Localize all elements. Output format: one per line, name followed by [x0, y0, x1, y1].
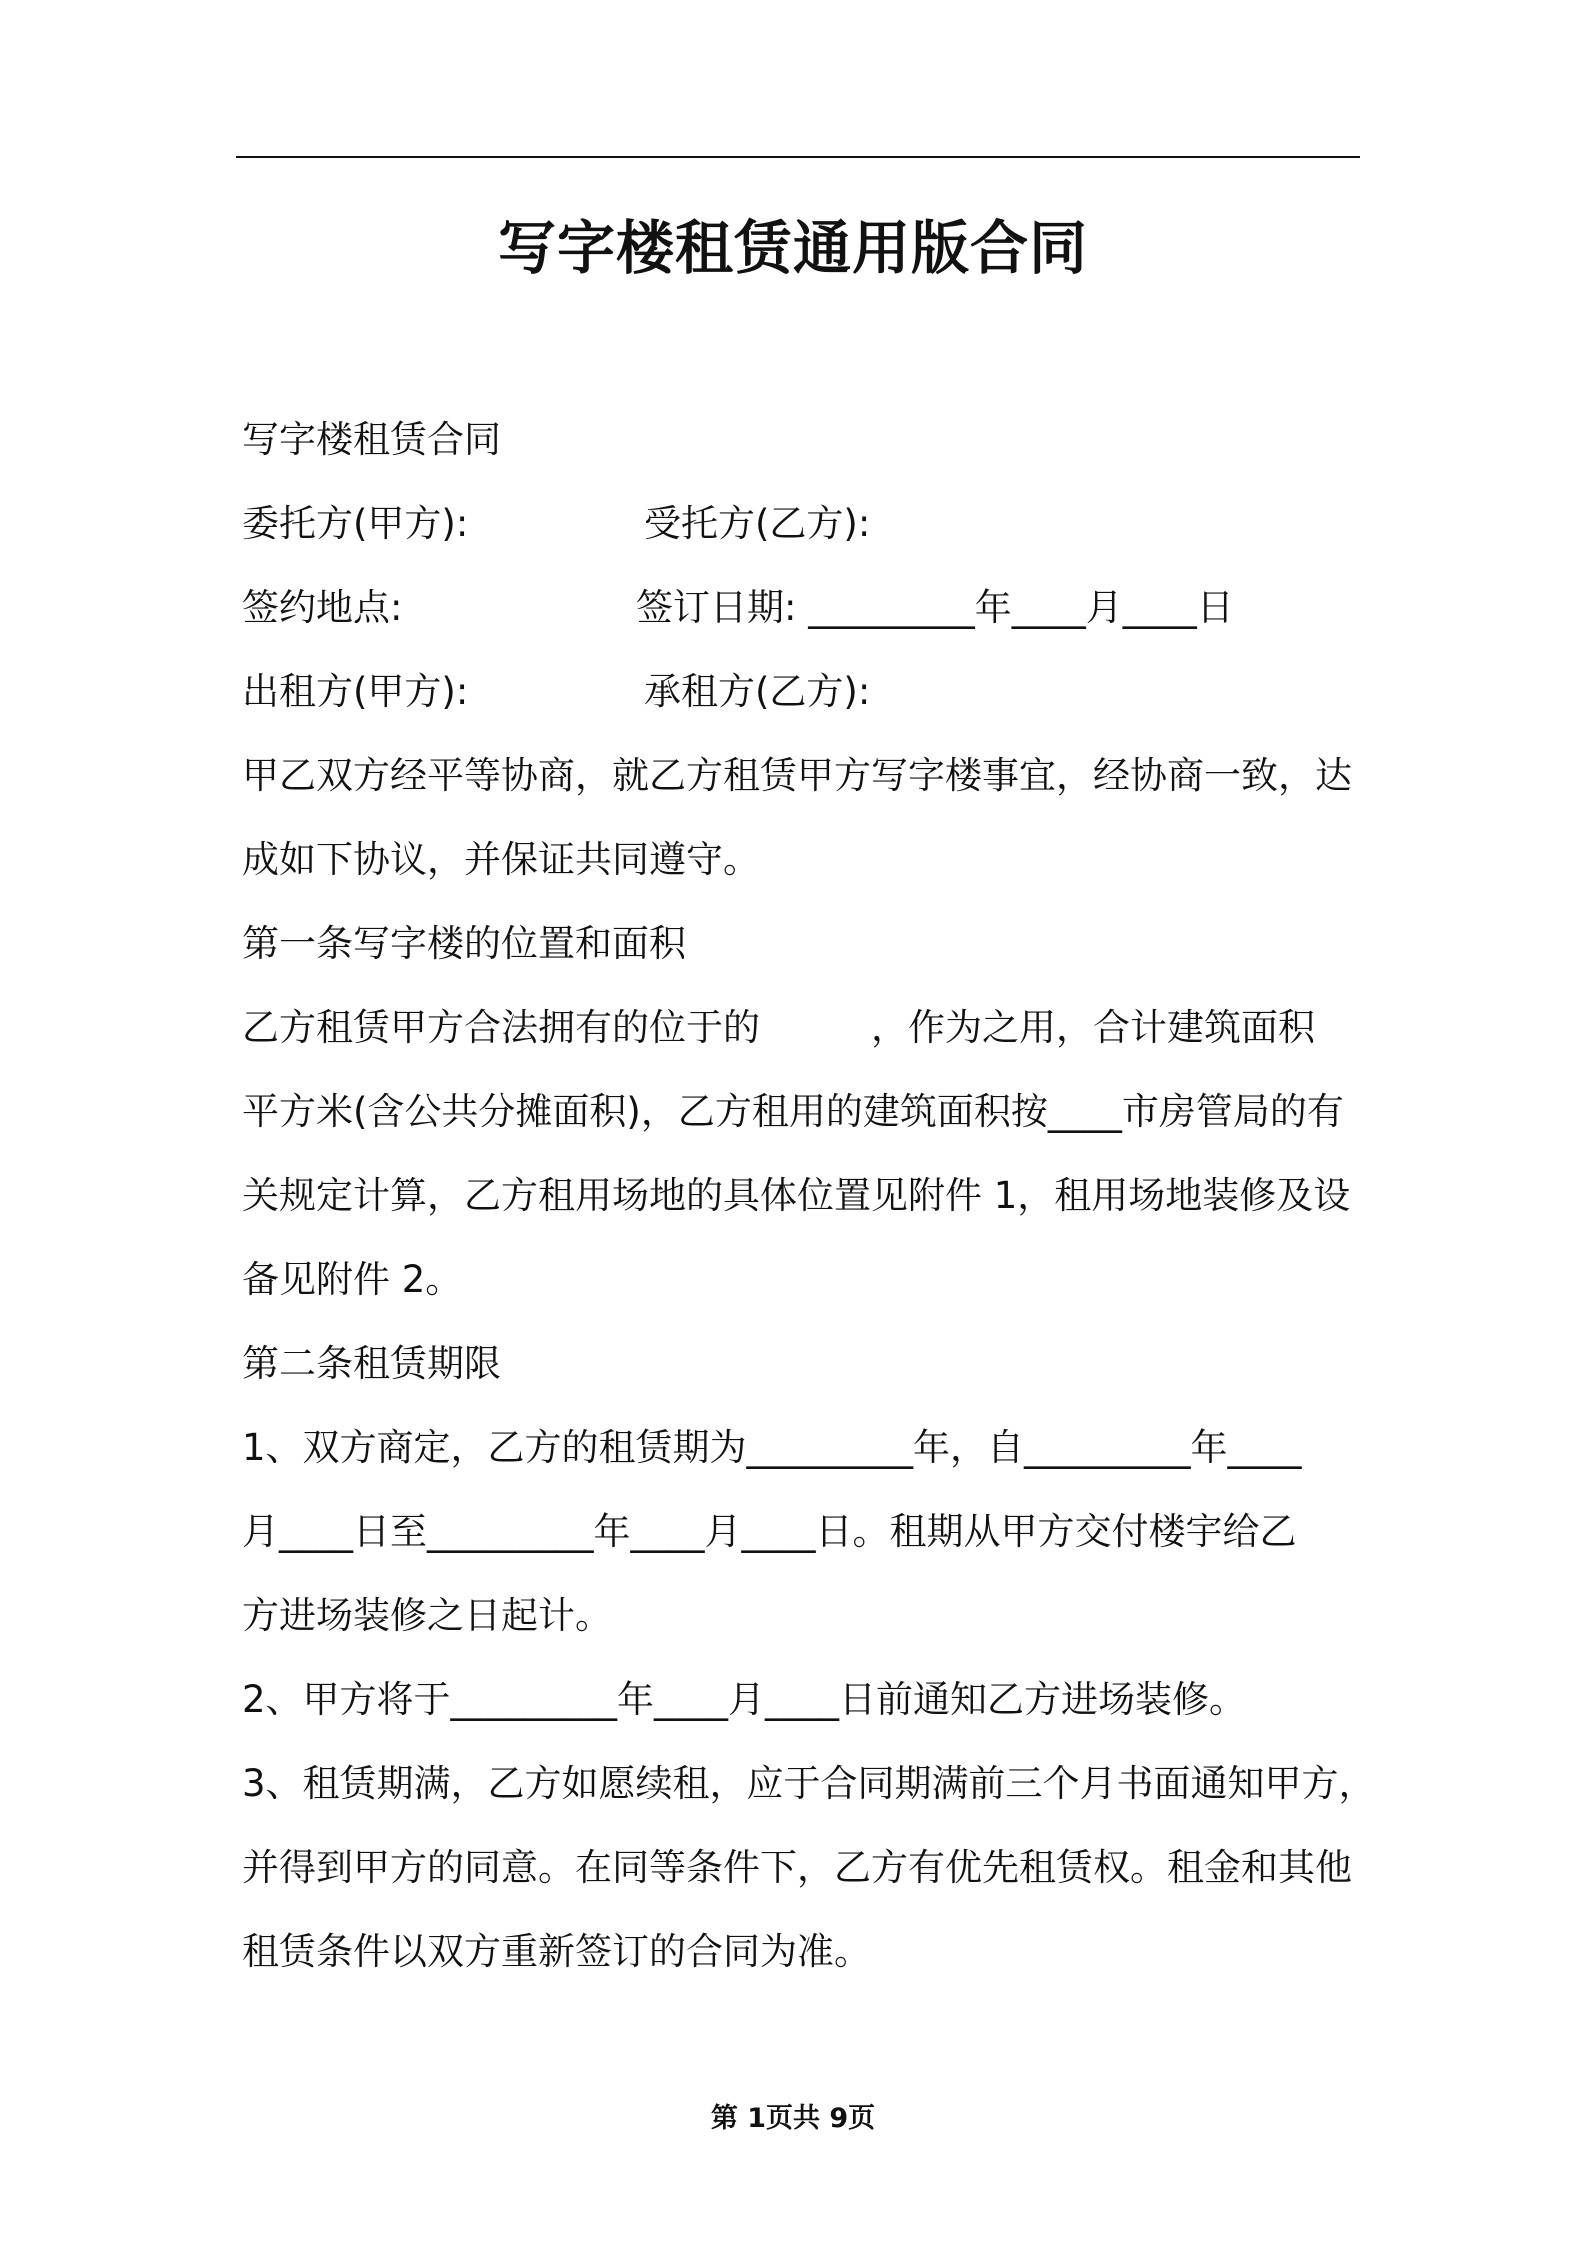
- party-line-entrust: [242, 482, 1362, 566]
- party-left-label: 出租方(甲方):: [242, 670, 469, 713]
- subtitle-line: 写字楼租赁合同: [242, 418, 501, 461]
- party-left-label: 委托方(甲方):: [242, 502, 469, 545]
- document-body: [242, 398, 1376, 1994]
- paragraph-line: 2、甲方将于_________年____月____日前通知乙方进场装修。: [242, 1678, 1247, 1721]
- paragraph-line: 方进场装修之日起计。: [242, 1594, 612, 1637]
- section-heading: 第二条租赁期限: [242, 1342, 501, 1385]
- page-footer: 第 1页共 9页: [710, 2103, 876, 2134]
- party-line-lease: [242, 650, 1362, 734]
- party-line-signing: [242, 566, 1362, 650]
- paragraph-line: 1、双方商定，乙方的租赁期为_________年，自_________年____: [242, 1426, 1302, 1469]
- document-title: 写字楼租赁通用版合同: [497, 214, 1088, 282]
- paragraph-line: 甲乙双方经平等协商，就乙方租赁甲方写字楼事宜，经协商一致，达: [242, 754, 1352, 797]
- paragraph-line: 并得到甲方的同意。在同等条件下，乙方有优先租赁权。租金和其他: [242, 1846, 1352, 1889]
- signing-date-label: 签订日期: _________年____月____日: [636, 586, 1234, 629]
- paragraph-line: 3、租赁期满，乙方如愿续租，应于合同期满前三个月书面通知甲方，: [242, 1762, 1376, 1805]
- signing-place-label: 签约地点:: [242, 586, 403, 629]
- paragraph-line: 关规定计算，乙方租用场地的具体位置见附件 1，租用场地装修及设: [242, 1174, 1351, 1217]
- paragraph-line: 乙方租赁甲方合法拥有的位于的 ，作为之用，合计建筑面积: [242, 1006, 1315, 1049]
- party-right-label: 承租方(乙方):: [644, 670, 871, 713]
- paragraph-line: 成如下协议，并保证共同遵守。: [242, 838, 760, 881]
- party-right-label: 受托方(乙方):: [644, 502, 871, 545]
- paragraph-line: 备见附件 2。: [242, 1258, 463, 1301]
- section-heading: 第一条写字楼的位置和面积: [242, 922, 686, 965]
- paragraph-line: 月____日至_________年____月____日。租期从甲方交付楼宇给乙: [242, 1510, 1297, 1553]
- paragraph-line: 平方米(含公共分摊面积)，乙方租用的建筑面积按____市房管局的有: [242, 1090, 1344, 1133]
- header-rule: [236, 156, 1360, 158]
- paragraph-line: 租赁条件以双方重新签订的合同为准。: [242, 1930, 871, 1973]
